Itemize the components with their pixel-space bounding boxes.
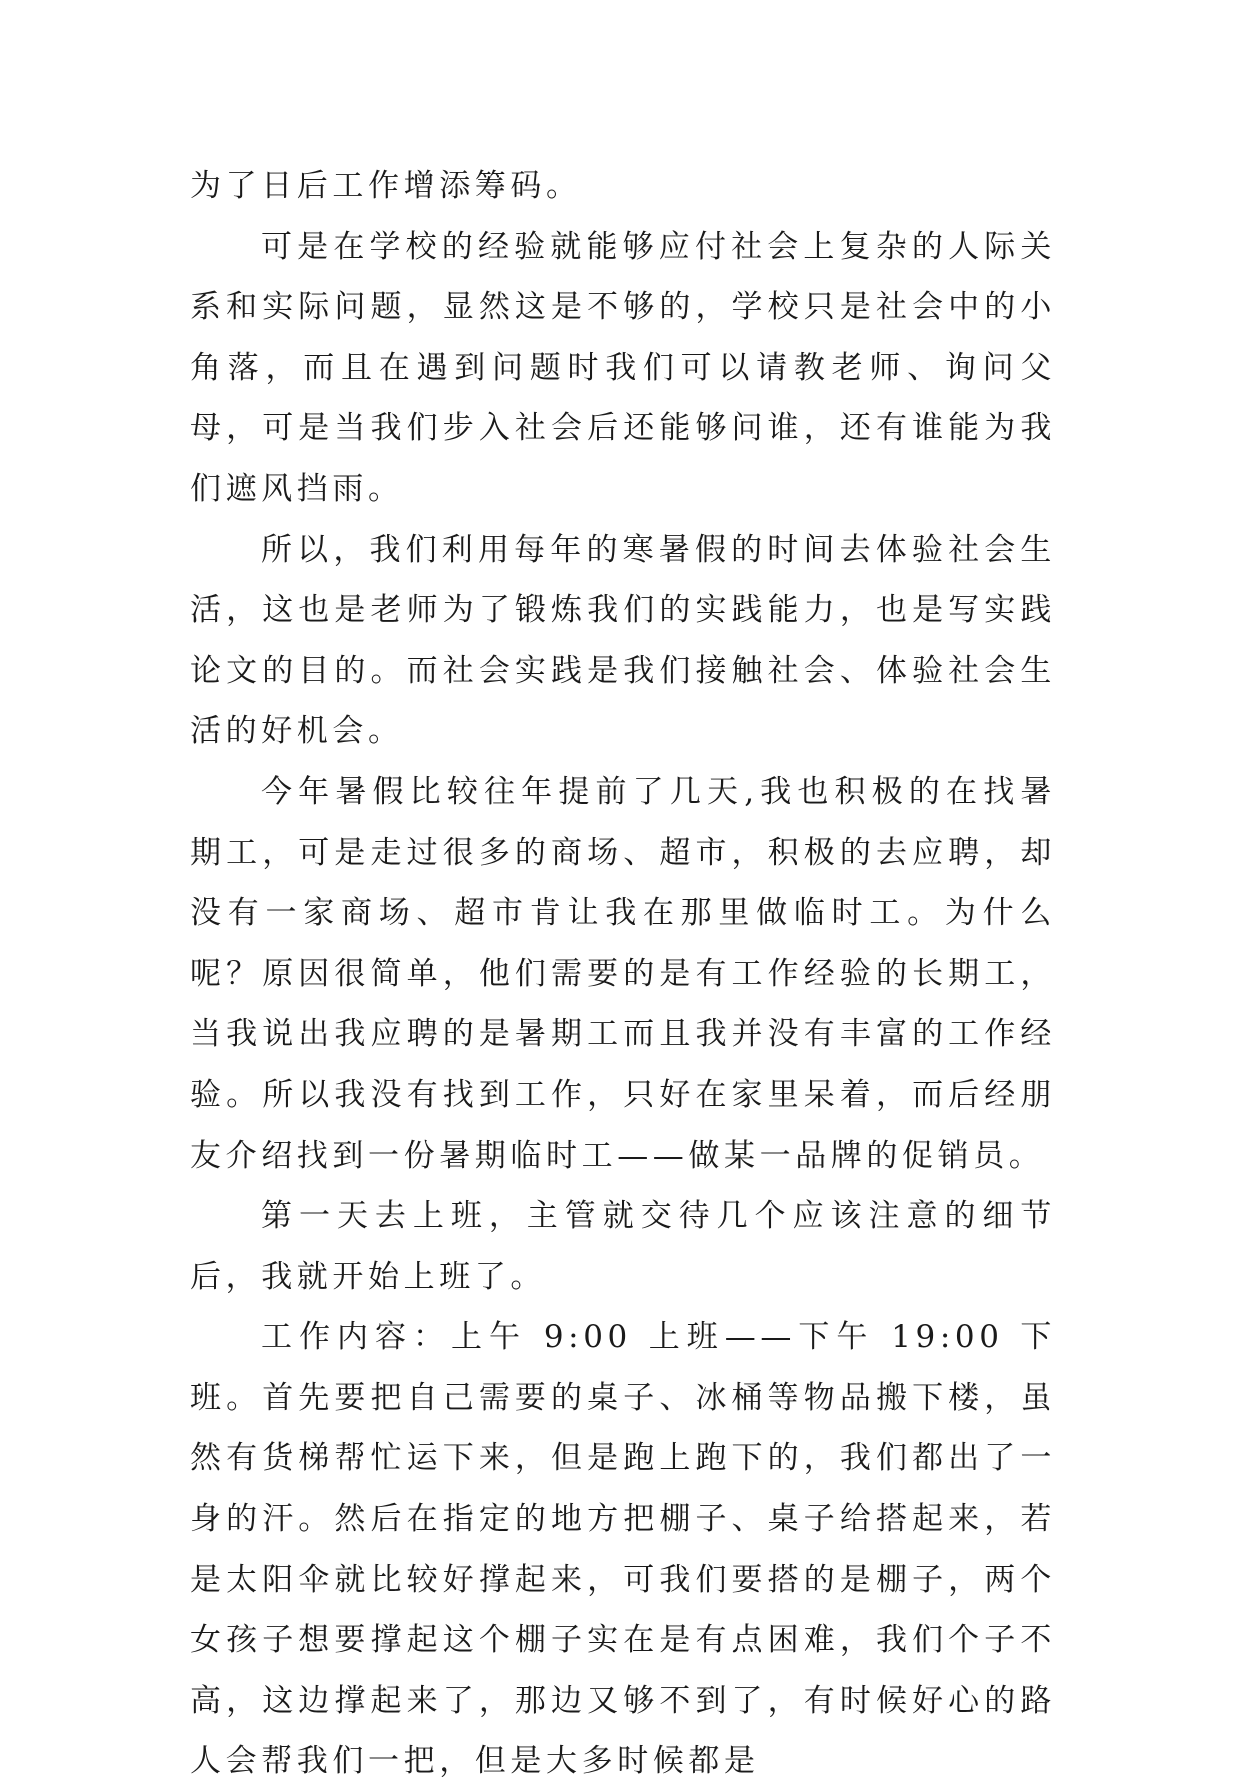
paragraph-4: 今年暑假比较往年提前了几天,我也积极的在找暑期工，可是走过很多的商场、超市，积极的去应聘，却没有一家商场、超市肯让我在那里做临时工。为什么呢？原因很简单，他们需要的是有工作经验的长期工，当我说出我应聘的是暑期工而且我并没有丰富的工作经验。所以我没有找到工作，只好在家里呆着，而后经朋友介绍找到一份暑期临时工——做某一品牌的促销员。 <box>190 773 1056 1174</box>
paragraph-6: 工作内容：上午 9:00 上班——下午 19:00 下班。首先要把自己需要的桌子、冰桶等物品搬下楼，虽然有货梯帮忙运下来，但是跑上跑下的，我们都出了一身的汗。然后在指定的地方把棚子、桌子给搭起来，若是太阳伞就比较好撑起来，可我们要搭的是棚子，两个女孩子想要撑起这个棚子实在是有点困难，我们个子不高，这边撑起来了，那边又够不到了，有时候好心的路人会帮我们一把，但是大多时候都是 <box>190 1319 1056 1780</box>
paragraph-1: 为了日后工作增添筹码。 <box>190 168 582 204</box>
paragraph-3: 所以，我们利用每年的寒暑假的时间去体验社会生活，这也是老师为了锻炼我们的实践能力，也是写实践论文的目的。而社会实践是我们接触社会、体验社会生活的好机会。 <box>190 531 1056 750</box>
document-body <box>190 156 1056 1792</box>
paragraph-2: 可是在学校的经验就能够应付社会上复杂的人际关系和实际问题，显然这是不够的，学校只是社会中的小角落，而且在遇到问题时我们可以请教老师、询问父母，可是当我们步入社会后还能够问谁，还有谁能为我们遮风挡雨。 <box>190 228 1056 507</box>
paragraph-5: 第一天去上班，主管就交待几个应该注意的细节后，我就开始上班了。 <box>190 1198 1056 1295</box>
